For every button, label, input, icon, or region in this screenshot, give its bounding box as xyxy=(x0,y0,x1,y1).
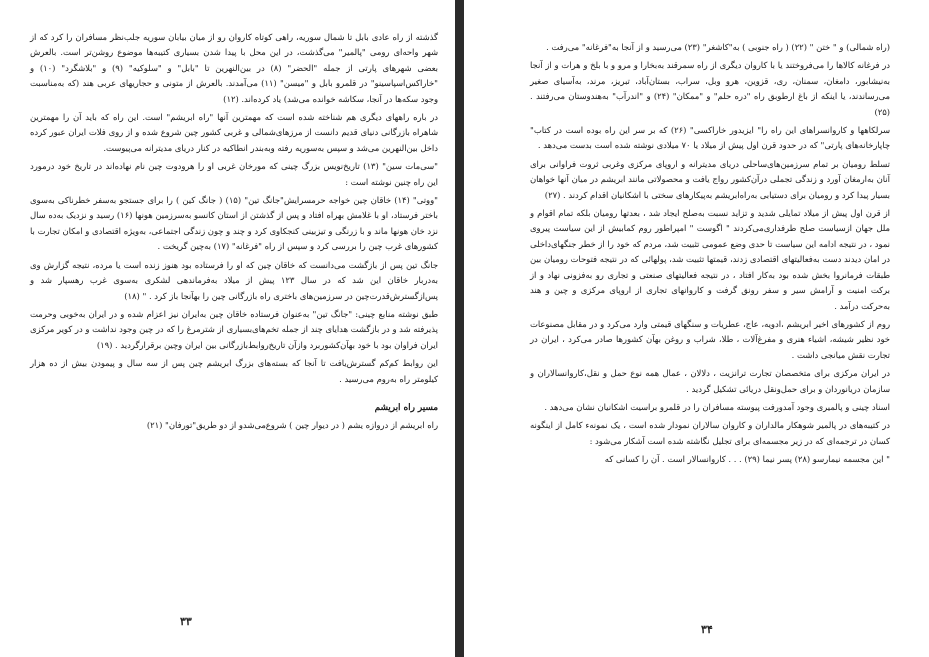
left-paragraph-5: جانگ تین پس از بازگشت می‌دانست که خاقان چین که او را فرستاده بود هنوز زنده است یا مرده، نتیجه گزارش وی به‌دربار خاقان این شد که در سال ۱۲۳ پیش از میلاد به‌فرماندهی لشکری به‌سوی غرب رهسپار شد و پس‌ازگسترش‌قدرت‌چین در سرزمین‌های باختری راه بازرگانی چین را بهآنجا باز کرد . " (۱۸) xyxy=(30,259,438,301)
left-paragraph-8: راه ابریشم از دروازه یشم ( در دیوار چین ) شروع‌می‌شدو از دو طریق"تورفان" (۲۱) xyxy=(146,420,438,431)
right-paragraph-10: " این مجسمه نیمارسو (۲۸) پسر نیما (۲۹) . . . کاروانسالار است . آن را کسانی که xyxy=(604,454,890,465)
book-gutter xyxy=(455,0,464,657)
right-paragraph-2: در فرغانه کالاها را می‌فروختند یا با کاروان دیگری از راه سمرقند به‌بخارا و مرو و با بلخ و هرات و از آنجا به‌نیشابور، دامغان، سمنان، ری، قزوین، هرو وبل، سراب، بستان‌آباد، تبریز، مرند، به‌آسیای صغیر می‌رساندند، یا اینکه از باغ ارطوبق راه "دره حلم" و "ممکان" (۲۴) و "اندرآب" به‌هندوستان می‌رفتند . (۲۵) xyxy=(530,60,890,117)
right-paragraph-1: (راه شمالی) و " ختن " (۲۲) ( راه جنوبی ) به"کاشغر" (۲۳) می‌رسید و از آنجا به"فرغانه" می‌رفت . xyxy=(546,42,890,52)
section-heading: مسیر راه ابریشم xyxy=(374,402,438,413)
right-paragraph-8: اسناد چینی و پالمیری وجود آمدورفت پیوسته مسافران را در قلمرو براسیت اشکانیان نشان می‌دهد . xyxy=(544,401,890,412)
right-paragraph-4: تسلط رومیان بر تمام سرزمین‌های‌ساحلی دریای مدیترانه و اروپای مرکزی وغربی ثروت فراوانی برای آنان به‌ارمغان آورد و زندگی تجملی درآن‌کشور رواج یافت و محصولاتی مانند ابریشم در میان آنها خواهان بسیار پیدا کرد و رومیان برای دستیابی به‌راه‌ابریشم به‌پیکارهای سختی با اشکانیان اقدام کردند . (۲۷) xyxy=(530,158,890,200)
right-paragraph-5: از قرن اول پیش از میلاد تمایلی شدید و تزاید نسبت به‌صلح ایجاد شد ، بعدتها رومیان بلکه تمام اقوام و ملل جهان ازسیاست صلح طرفداری‌می‌کردند " اگوست " امپراطور روم کمابیش از این سیاست پیروی نمود ، در نتیجه ادامه این سیاست تا حدی وضع عمومی تثبیت شد، مردم که خود را از خطر جنگهای‌داخلی در امان دیدند دست به‌فعالیتهای اقتصادی زدند، قیمتها تثبیت شد، پولهائی که در نتیجه فتوحات رومیان بین طبقات فرمانروا بخش شده بود به‌کار افتاد ، در نتیجه فعالیتهای صنعتی و تجاری رو به‌فزونی نهاد و از برکت امنیت و آرامش سیر و سفر رونق گرفت و کاروانهای تجاری از اروپای مرکزی و چین و هند به‌حرکت درآمد . xyxy=(530,208,890,311)
right-page-number: ۳۴ xyxy=(701,623,713,636)
right-paragraph-7: در ایران مرکزی برای متخصصان تجارت ترانزیت ، دلالان ، عمال همه نوع حمل و نقل،کاروانسالاران و سازمان دریانوردان و برای حمل‌ونقل دریائی تشکیل گردید . xyxy=(530,368,890,394)
left-page xyxy=(0,0,455,657)
left-paragraph-2: در باره راههای دیگری هم شناخته شده است که مهمترین آنها "راه ابریشم" است. این راه که باید آن را مهمترین شاهراه بازرگانی دنیای قدیم دانست از مرزهای‌شمالی و غربی کشور چین شروع شده و از روی فلات ایران عبور کرده داخل بین‌النهرین می‌شد و سپس به‌سوریه رفته وبه‌بندر انطاکیه در کنار دریای مدیترانه می‌پیوست. xyxy=(30,112,438,153)
right-paragraph-6: روم از کشورهای اخیر ابریشم ،ادویه، عاج، عطریات و سنگهای قیمتی وارد می‌کرد و در مقابل مصنوعات خود نظیر شیشه، اشیاء هنری و مفرغ‌آلات ، طلا، شراب و روغن بهآن کشورها صادر می‌کرد ، ایران در تجارت نقش میانجی داشت . xyxy=(530,318,890,360)
left-page-number: ۳۳ xyxy=(180,615,192,628)
left-paragraph-1: گذشته از راه عادی بابل تا شمال سوریه، راهی کوتاه کاروان رو از میان بیابان سوریه جلب‌نظر مسافران را کرد که از شهر واحه‌ای رومی "پالمیر" می‌گذشت، در این محل با پیدا شدن بسیاری کتیبه‌ها موضوع روشن‌تر است. بالعرش بعضی شهرهای پارتی از جمله "الحضر" (۸) در بین‌النهرین تا "بابل" و "سلوکیه" (۹) و "بلاشگرد" (۱۰) و "خاراکس‌اسپاسینو" در قلمرو بابل و "میسن" (۱۱) می‌آمدند. بالعرش از متونی و حجاریهای عربی هند (که به‌مناسبت وجود سکه‌ها در آنجا، سکاشه خوانده می‌شد) یاد کرده‌اند. (۱۲) xyxy=(30,32,438,104)
right-page xyxy=(464,0,929,657)
right-paragraph-9: در کتیبه‌های در پالمیر شوهکار مالداران و کاروان سالاران نمودار شده است ، یک نمونه‌ء کامل از اینگونه کسان در ترجمه‌ای که در زیر مجسمه‌ای برای تجلیل نگاشته شده است آشکار می‌شود : xyxy=(530,420,890,446)
left-paragraph-7: این روابط کم‌کم گسترش‌یافت تا آنجا که بسته‌های بزرگ ابریشم چین پس از سه سال و پیمودن بیش از ده هزار کیلومتر راه به‌روم می‌رسید . xyxy=(30,358,438,384)
left-paragraph-6: طبق نوشته منابع چینی: "جانگ تین" به‌عنوان فرستاده خاقان چین به‌ایران نیز اعزام شده و در ایران به‌خوبی وحرمت پذیرفته شد و در بازگشت هدایای چند از جمله تخم‌های‌بسیاری از شترمرغ را که در چین وجود نداشت و در کویر مرکزی ایران فراوان بود با خود بهآن‌کشوربرد وازآن تاریخ‌روابط‌بازرگانی بین ایران وچین برقرارگردید . (۱۹) xyxy=(30,308,438,350)
left-page-text xyxy=(30,30,438,437)
left-paragraph-3: "سی‌مات سین" (۱۳) تاریخ‌نویس بزرگ چینی که مورخان غربی او را هرودوت چین نام نهاده‌اند در تاریخ خود درمورد این راه چنین نوشته است : xyxy=(30,161,439,187)
right-paragraph-3: سرلکاهها و کاروانسراهای این راه را" ایزیدور خاراکسی" (۲۶) که بر سر این راه بوده است در کتاب" چاپارخانه‌های پارتی" که در حدود قرن اول پیش از میلاد یا ۷۰ میلادی نوشته شده است بدست می‌دهد . xyxy=(530,125,890,151)
right-page-text xyxy=(530,40,890,471)
left-paragraph-4: "ووتی" (۱۴) خاقان چین خواجه حرمسرایش"جانگ تین" (۱۵) ( جانگ کین ) را برای جستجو به‌سفر خطرناکی به‌سوی باختر فرستاد، او با غلامش بهراه افتاد و پس از گذشتن از استان کانسو به‌سرزمین هونها (۱۶) رسید و نزدیک به‌ده سال نزد خان هونها ماند و با زرنگی و تیزبینی کنجکاوی کرد و چند و چون زندگی اجتماعی، به‌ویژه اقتصادی و امکان تجارت با کشورهای غرب چین را بررسی کرد و سپس از راه "فرغانه" (۱۷) به‌چین گریخت . xyxy=(30,195,438,252)
